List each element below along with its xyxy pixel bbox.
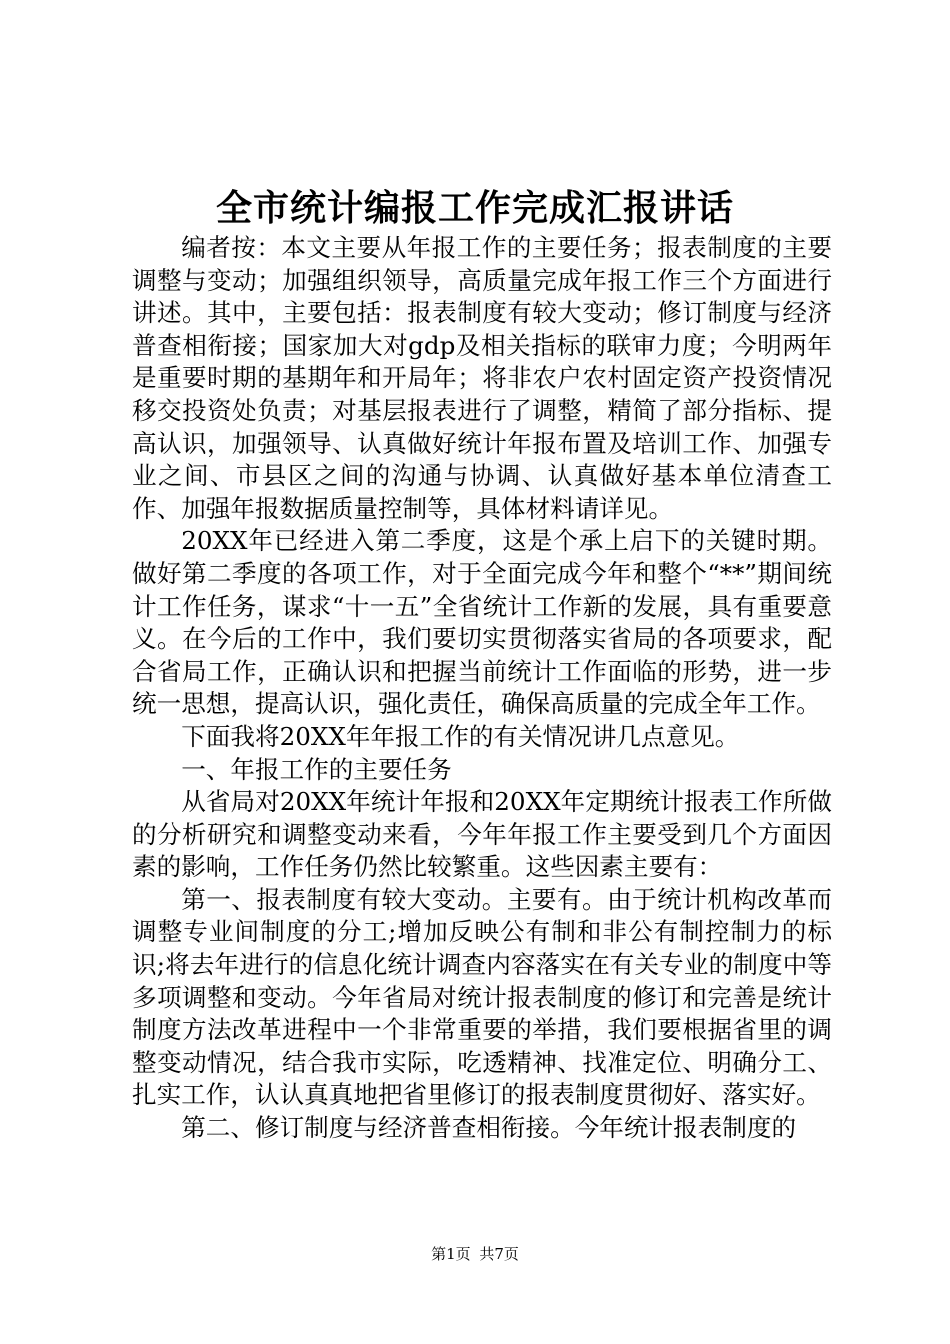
- body-paragraph: 20XX年已经进入第二季度，这是个承上启下的关键时期。做好第二季度的各项工作，对于全面完成今年和整个“**”期间统计工作任务，谋求“十一五”全省统计工作新的发展，具有重要意义。在今后的工作中，我们要切实贯彻落实省局的各项要求，配合省局工作，正确认识和把握当前统计工作面临的形势，进一步统一思想，提高认识，强化责任，确保高质量的完成全年工作。: [132, 526, 832, 719]
- document-body: [132, 232, 832, 1145]
- page-number: 第1页: [431, 1245, 471, 1263]
- page-total: 共7页: [479, 1245, 519, 1263]
- body-paragraph: 第一、报表制度有较大变动。主要有。由于统计机构改革而调整专业间制度的分工;增加反映公有制和非公有制控制力的标识;将去年进行的信息化统计调查内容落实在有关专业的制度中等多项调整和变动。今年省局对统计报表制度的修订和完善是统计制度方法改革进程中一个非常重要的举措，我们要根据省里的调整变动情况，结合我市实际，吃透精神、找准定位、明确分工、扎实工作，认认真真地把省里修订的报表制度贯彻好、落实好。: [132, 884, 832, 1110]
- document-title: 全市统计编报工作完成汇报讲话: [215, 187, 734, 229]
- editor-note-paragraph: 编者按：本文主要从年报工作的主要任务；报表制度的主要调整与变动；加强组织领导，高质量完成年报工作三个方面进行讲述。其中，主要包括：报表制度有较大变动；修订制度与经济普查相衔接；国家加大对gdp及相关指标的联审力度；今明两年是重要时期的基期年和开局年；将非农户农村固定资产投资情况移交投资处负责；对基层报表进行了调整，精简了部分指标、提高认识，加强领导、认真做好统计年报布置及培训工作、加强专业之间、市县区之间的沟通与协调、认真做好基本单位清查工作、加强年报数据质量控制等，具体材料请详见。: [132, 233, 832, 523]
- page-footer: [0, 1244, 950, 1264]
- body-paragraph: 下面我将20XX年年报工作的有关情况讲几点意见。: [181, 721, 740, 751]
- section-heading: 一、年报工作的主要任务: [181, 754, 452, 784]
- body-paragraph: 从省局对20XX年统计年报和20XX年定期统计报表工作所做的分析研究和调整变动来看，今年年报工作主要受到几个方面因素的影响，工作任务仍然比较繁重。这些因素主要有：: [132, 787, 832, 882]
- body-paragraph: 第二、修订制度与经济普查相衔接。今年统计报表制度的: [181, 1113, 797, 1143]
